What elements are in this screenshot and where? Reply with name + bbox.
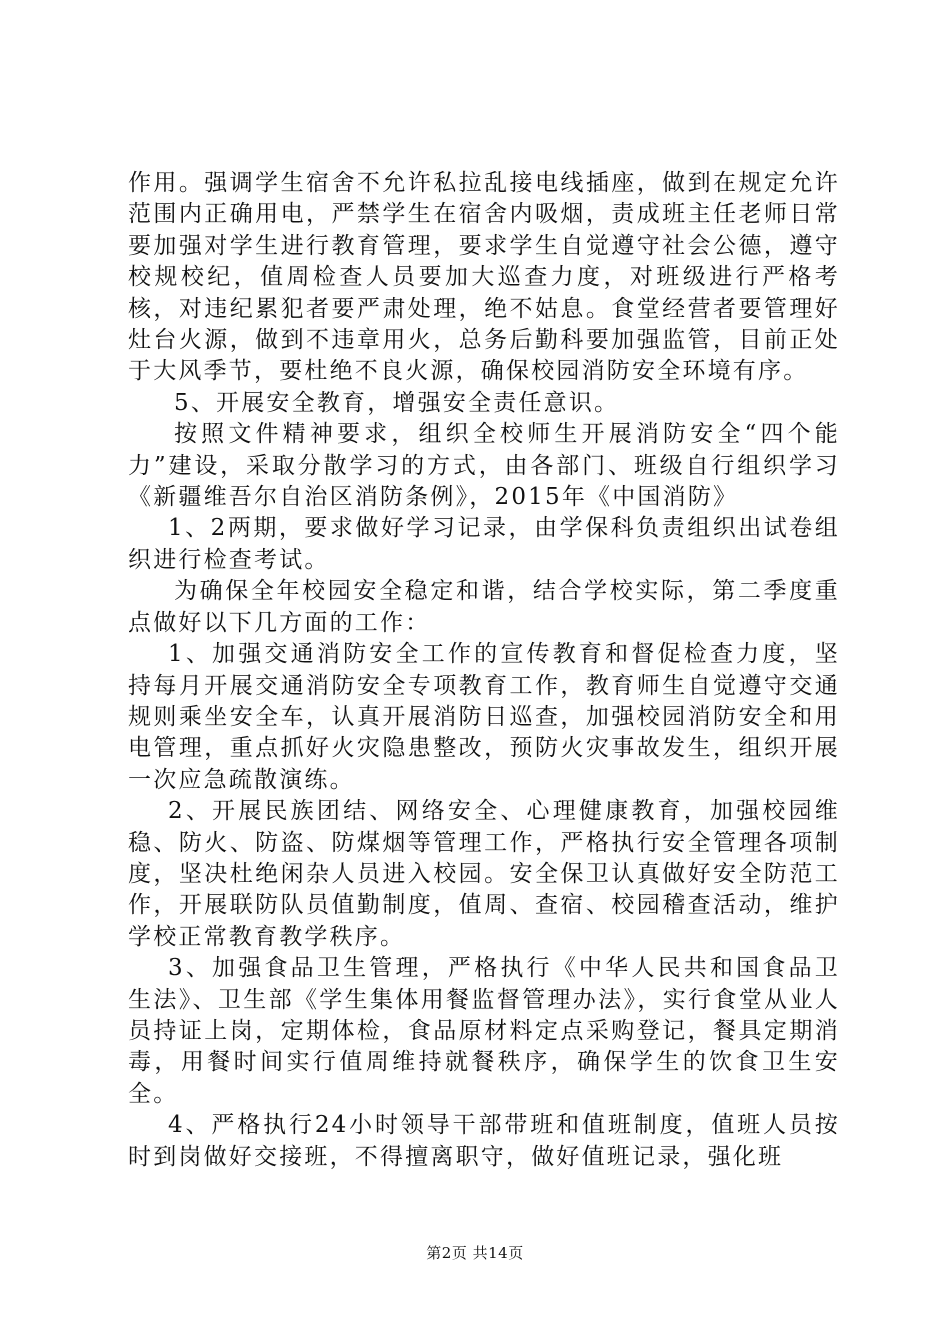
- paragraph-second-quarter-intro: 为确保全年校园安全稳定和谐，结合学校实际，第二季度重点做好以下几方面的工作：: [128, 578, 840, 636]
- list-item-4-duty-system: 4、严格执行24小时领导干部带班和值班制度，值班人员按时到岗做好交接班，不得擅离职守，做好值班记录，强化班: [128, 1112, 840, 1170]
- page-number-footer: 第2页 共14页: [426, 1244, 524, 1262]
- list-item-3-food-hygiene: 3、加强食品卫生管理，严格执行《中华人民共和国食品卫生法》、卫生部《学生集体用餐监督管理办法》，实行食堂从业人员持证上岗，定期体检，食品原材料定点采购登记，餐具定期消毒，用餐时间实行值周维持就餐秩序，确保学生的饮食卫生安全。: [128, 955, 840, 1107]
- paragraph-study-issues: 1、2两期，要求做好学习记录，由学保科负责组织出试卷组织进行检查考试。: [128, 515, 840, 573]
- section-heading-5: 5、开展安全教育，增强安全责任意识。: [174, 389, 620, 416]
- list-item-2-ethnic-unity: 2、开展民族团结、网络安全、心理健康教育，加强校园维稳、防火、防盗、防煤烟等管理工作，严格执行安全管理各项制度，坚决杜绝闲杂人员进入校园。安全保卫认真做好安全防范工作，开展联防队员值勤制度，值周、查宿、校园稽查活动，维护学校正常教育教学秩序。: [128, 798, 840, 950]
- document-body: [128, 168, 840, 1173]
- paragraph-study-requirements: 按照文件精神要求，组织全校师生开展消防安全“四个能力”建设，采取分散学习的方式，由各部门、班级自行组织学习《新疆维吾尔自治区消防条例》，2015年《中国消防》: [128, 421, 840, 511]
- paragraph-continuation: 作用。强调学生宿舍不允许私拉乱接电线插座，做到在规定允许范围内正确用电，严禁学生在宿舍内吸烟，责成班主任老师日常要加强对学生进行教育管理，要求学生自觉遵守社会公德，遵守校规校纪，值周检查人员要加大巡查力度，对班级进行严格考核，对违纪累犯者要严肃处理，绝不姑息。食堂经营者要管理好灶台火源，做到不违章用火，总务后勤科要加强监管，目前正处于大风季节，要杜绝不良火源，确保校园消防安全环境有序。: [128, 170, 840, 385]
- list-item-1-traffic-fire-safety: 1、加强交通消防安全工作的宣传教育和督促检查力度，坚持每月开展交通消防安全专项教育工作，教育师生自觉遵守交通规则乘坐安全车，认真开展消防日巡查，加强校园消防安全和用电管理，重点抓好火灾隐患整改，预防火灾事故发生，组织开展一次应急疏散演练。: [128, 641, 840, 793]
